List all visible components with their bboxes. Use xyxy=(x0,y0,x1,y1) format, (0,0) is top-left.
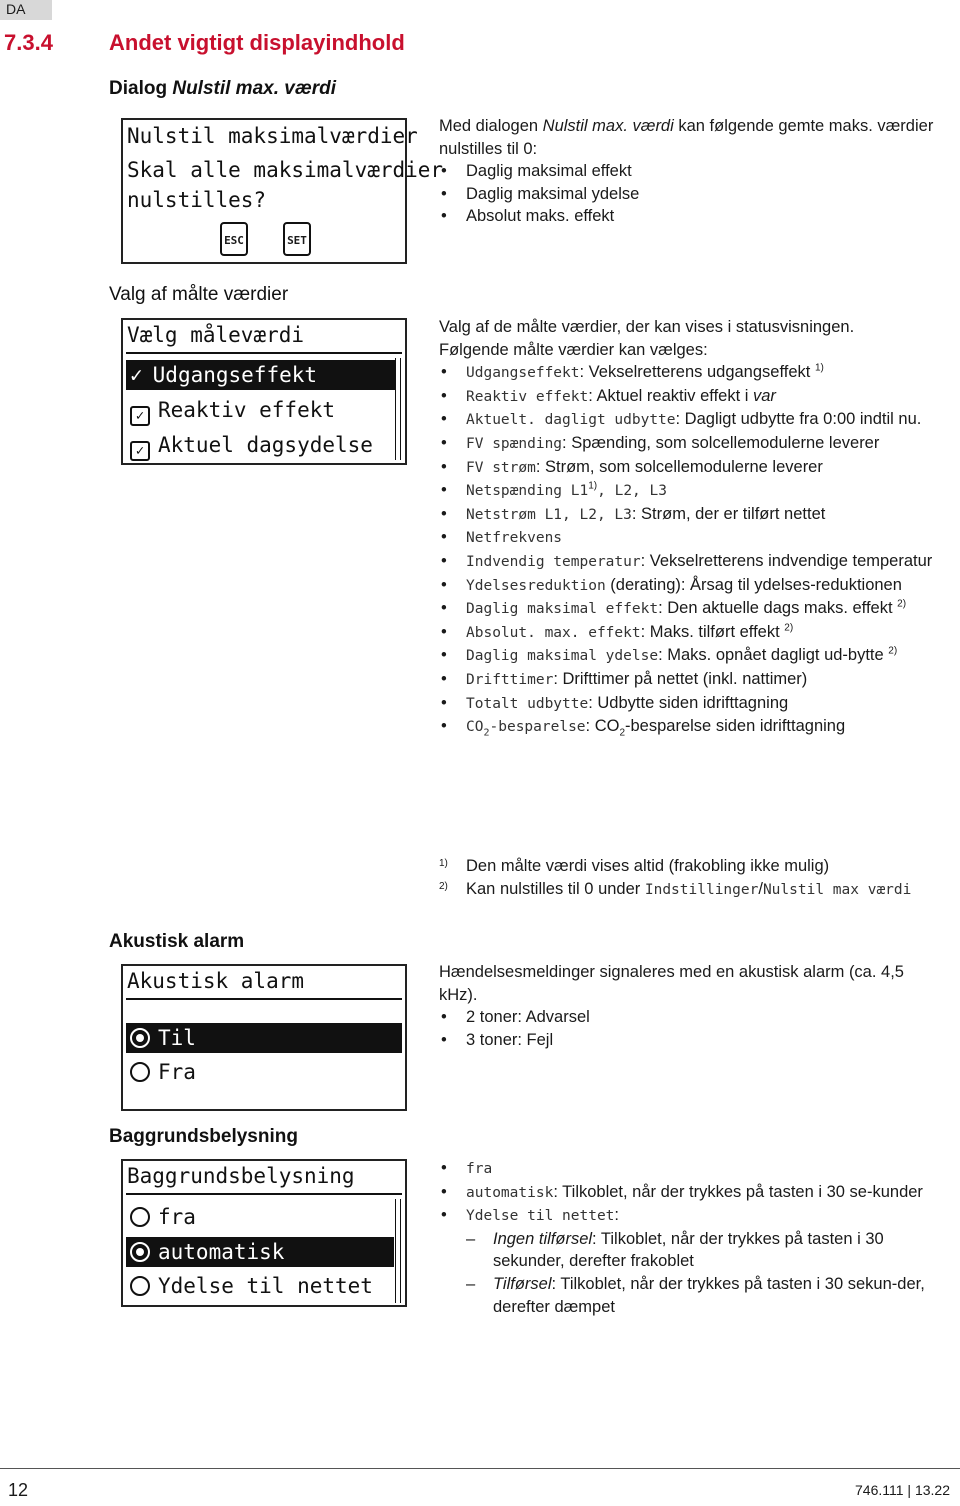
list-item: • $CO_2$-besparelse: $CO_2$-besparelse siden idrifttagning xyxy=(439,715,939,745)
footnote: 2) Kan nulstilles til 0 under Indstillinger/Nulstil max værdi xyxy=(439,879,912,898)
measured-values-display xyxy=(121,318,407,465)
display-row: Fra xyxy=(126,1057,196,1087)
display-row: Ydelse til nettet xyxy=(126,1271,373,1301)
set-key-icon: SET xyxy=(283,222,311,256)
list-item: • fra xyxy=(439,1157,949,1181)
language-tab: DA xyxy=(0,0,52,20)
measured-intro-2: Følgende målte værdier kan vælges: xyxy=(439,340,708,359)
list-item: • automatisk: Tilkoblet, når der trykkes på tasten i 30 se-kunder xyxy=(439,1181,949,1205)
list-item: • Ydelse til nettet: xyxy=(439,1204,949,1228)
document-number: 746.111 | 13.22 xyxy=(855,1482,950,1498)
list-item: • Reaktiv effekt: Aktuel reaktiv effekt i var xyxy=(439,385,939,409)
display-divider xyxy=(126,1193,402,1195)
list-item: • FV strøm: Strøm, som solcellemodulerne leverer xyxy=(439,456,939,480)
display-row: fra xyxy=(126,1202,196,1232)
display-title: Vælg måleværdi xyxy=(127,323,305,347)
list-item: • Udgangseffekt: Vekselretterens udgangseffekt $^{1)}$ xyxy=(439,361,939,385)
alarm-display xyxy=(121,964,407,1111)
list-item: • Absolut maks. effekt xyxy=(439,205,939,228)
alarm-description xyxy=(439,961,939,1051)
list-item: • FV spænding: Spænding, som solcellemodulerne leverer xyxy=(439,432,939,456)
list-item: • Daglig maksimal effekt xyxy=(439,160,939,183)
display-line: nulstilles? xyxy=(127,188,267,212)
display-divider xyxy=(126,352,402,354)
backlight-display xyxy=(121,1159,407,1307)
list-item: • Netstrøm L1, L2, L3: Strøm, der er tilført nettet xyxy=(439,503,939,527)
display-title: Baggrundsbelysning xyxy=(127,1164,355,1188)
list-item: • Daglig maksimal effekt: Den aktuelle dags maks. effekt $^{2)}$ xyxy=(439,597,939,621)
radio-empty-icon xyxy=(130,1207,150,1227)
alarm-intro: Hændelsesmeldinger signaleres med en akustisk alarm (ca. 4,5 kHz). xyxy=(439,963,904,1004)
radio-selected-icon xyxy=(130,1242,150,1262)
backlight-list xyxy=(439,1157,949,1228)
measured-values-description xyxy=(439,316,939,745)
footnote: 1) Den målte værdi vises altid (frakobling ikke mulig) xyxy=(439,857,830,875)
list-item: • Totalt udbytte: Udbytte siden idrifttagning xyxy=(439,692,939,716)
backlight-heading: Baggrundsbelysning xyxy=(109,1126,298,1147)
measured-values-heading: Valg af målte værdier xyxy=(109,284,289,305)
dialog-intro: Med dialogen Nulstil max. værdi kan følgende gemte maks. værdier nulstilles til 0: xyxy=(439,117,934,158)
scrollbar-icon xyxy=(395,1199,401,1303)
alarm-list xyxy=(439,1006,939,1051)
list-item: • Netfrekvens xyxy=(439,526,939,550)
footer-divider xyxy=(0,1468,960,1469)
display-row-selected: Til xyxy=(126,1023,402,1053)
list-item: • Indvendig temperatur: Vekselretterens indvendige temperatur xyxy=(439,550,939,574)
radio-empty-icon xyxy=(130,1062,150,1082)
list-item: – Ingen tilførsel: Tilkoblet, når der trykkes på tasten i 30 sekunder, derefter frakoblet xyxy=(439,1228,949,1273)
section-number: 7.3.4 xyxy=(4,30,53,55)
list-item: • Netspænding L1$^{1)}$, L2, L3 xyxy=(439,479,939,503)
page-number: 12 xyxy=(8,1480,29,1500)
display-title: Akustisk alarm xyxy=(127,969,305,993)
section-title: Andet vigtigt displayindhold xyxy=(109,30,405,55)
dialog-description xyxy=(439,115,939,228)
dialog-heading: Dialog Nulstil max. værdi xyxy=(109,78,337,99)
reset-values-list xyxy=(439,160,939,228)
backlight-description xyxy=(439,1157,949,1318)
reset-dialog-display xyxy=(121,118,444,264)
alarm-heading: Akustisk alarm xyxy=(109,931,245,952)
list-item: • Daglig maksimal ydelse xyxy=(439,183,939,206)
display-line: Skal alle maksimalværdier xyxy=(127,158,444,182)
list-item: • Drifttimer: Drifttimer på nettet (inkl. nattimer) xyxy=(439,668,939,692)
check-icon: ✓ xyxy=(130,363,143,387)
checkbox-checked-icon: ✓ xyxy=(130,406,150,426)
display-row-selected: automatisk xyxy=(126,1237,394,1267)
display-row-selected: ✓ Udgangseffekt xyxy=(126,360,396,390)
radio-empty-icon xyxy=(130,1276,150,1296)
checkbox-checked-icon: ✓ xyxy=(130,441,150,461)
backlight-sublist xyxy=(439,1228,949,1318)
list-item: – Tilførsel: Tilkoblet, når der trykkes på tasten i 30 sekun-der, derefter dæmpet xyxy=(439,1273,949,1318)
footnotes xyxy=(439,855,949,901)
display-divider xyxy=(126,998,402,1000)
measured-intro: Valg af de målte værdier, der kan vises i statusvisningen. xyxy=(439,318,855,336)
esc-key-icon: ESC xyxy=(220,222,248,256)
list-item: • Daglig maksimal ydelse: Maks. opnået dagligt ud-bytte $^{2)}$ xyxy=(439,644,939,668)
list-item: • Absolut. max. effekt: Maks. tilført effekt $^{2)}$ xyxy=(439,621,939,645)
list-item: • Ydelsesreduktion (derating): Årsag til ydelses-reduktionen xyxy=(439,574,939,598)
display-line: Nulstil maksimalværdier xyxy=(127,124,418,148)
scrollbar-icon xyxy=(395,358,401,460)
display-row: ✓ Aktuel dagsydelse xyxy=(126,430,373,460)
list-item: • 3 toner: Fejl xyxy=(439,1029,939,1052)
list-item: • 2 toner: Advarsel xyxy=(439,1006,939,1029)
radio-selected-icon xyxy=(130,1028,150,1048)
measured-values-list xyxy=(439,361,939,745)
list-item: • Aktuelt. dagligt udbytte: Dagligt udbytte fra 0:00 indtil nu. xyxy=(439,408,939,432)
display-row: ✓ Reaktiv effekt xyxy=(126,395,335,425)
